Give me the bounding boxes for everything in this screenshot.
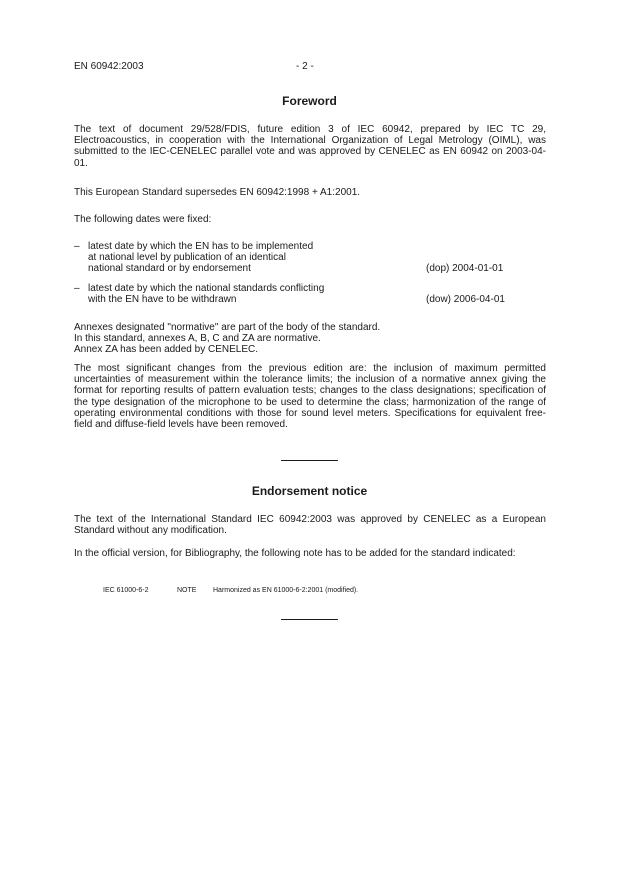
date-item-line: latest date by which the national standards conflicting [88, 283, 325, 294]
foreword-changes-paragraph: The most significant changes from the previous edition are: the inclusion of maximum permitted uncertainties of measurement within the tolerance limits; the inclusion of a normative annex giving the format for reporting results of pattern evaluation tests; changes to the class designations; specification of the type designation of the microphone to be used to determine the class; harmonization of the range of operating environmental conditions with those for sound level meters. Specifications for equivalent free-field and diffuse-field levels have been removed. [74, 363, 546, 431]
annex-line: Annexes designated "normative" are part of the body of the standard. [74, 322, 381, 333]
endorsement-title: Endorsement notice [251, 484, 368, 498]
header-document-id: EN 60942:2003 [74, 61, 144, 72]
note-label: NOTE [177, 587, 197, 594]
foreword-paragraph-2: This European Standard supersedes EN 60942:1998 + A1:2001. [74, 187, 361, 198]
annex-line: Annex ZA has been added by CENELEC. [74, 344, 259, 356]
date-item-line: at national level by publication of an identical [88, 252, 286, 264]
endorsement-paragraph-1: The text of the International Standard IEC 60942:2003 was approved by CENELEC as a European Standard without any modification. [74, 514, 546, 537]
section-divider [281, 619, 338, 620]
foreword-paragraph-3: The following dates were fixed: [74, 214, 212, 225]
date-item-dow [74, 283, 546, 306]
foreword-paragraph-1: The text of document 29/528/FDIS, future edition 3 of IEC 60942, prepared by IEC TC 29, Electroacoustics, in cooperation with the International Organization of Legal Metrology (OIML), was submitted to the IEC-CENELEC parallel vote and was approved by CENELEC as EN 60942 on 2003-04-01. [74, 124, 546, 169]
annex-line: In this standard, annexes A, B, C and ZA are normative. [74, 333, 321, 345]
section-divider [281, 460, 338, 461]
date-item-line: latest date by which the EN has to be implemented [88, 241, 314, 252]
note-text: Harmonized as EN 61000-6-2:2001 (modified). [213, 587, 359, 594]
date-item-code: (dow) 2006-04-01 [426, 294, 505, 306]
annex-note [74, 322, 546, 356]
header-page-number: - 2 - [296, 61, 314, 72]
date-item-description [88, 283, 418, 305]
date-item-code: (dop) 2004-01-01 [426, 263, 504, 275]
date-item-line: national standard or by endorsement [88, 263, 251, 275]
foreword-title: Foreword [282, 94, 337, 108]
list-dash: – [74, 241, 80, 252]
date-item-description [88, 241, 418, 275]
date-item-line: with the EN have to be withdrawn [88, 294, 237, 306]
date-item-dop [74, 241, 546, 275]
list-dash: – [74, 283, 80, 294]
note-standard: IEC 61000-6-2 [103, 587, 149, 594]
endorsement-paragraph-2: In the official version, for Bibliography, the following note has to be added for the standard indicated: [74, 548, 516, 559]
